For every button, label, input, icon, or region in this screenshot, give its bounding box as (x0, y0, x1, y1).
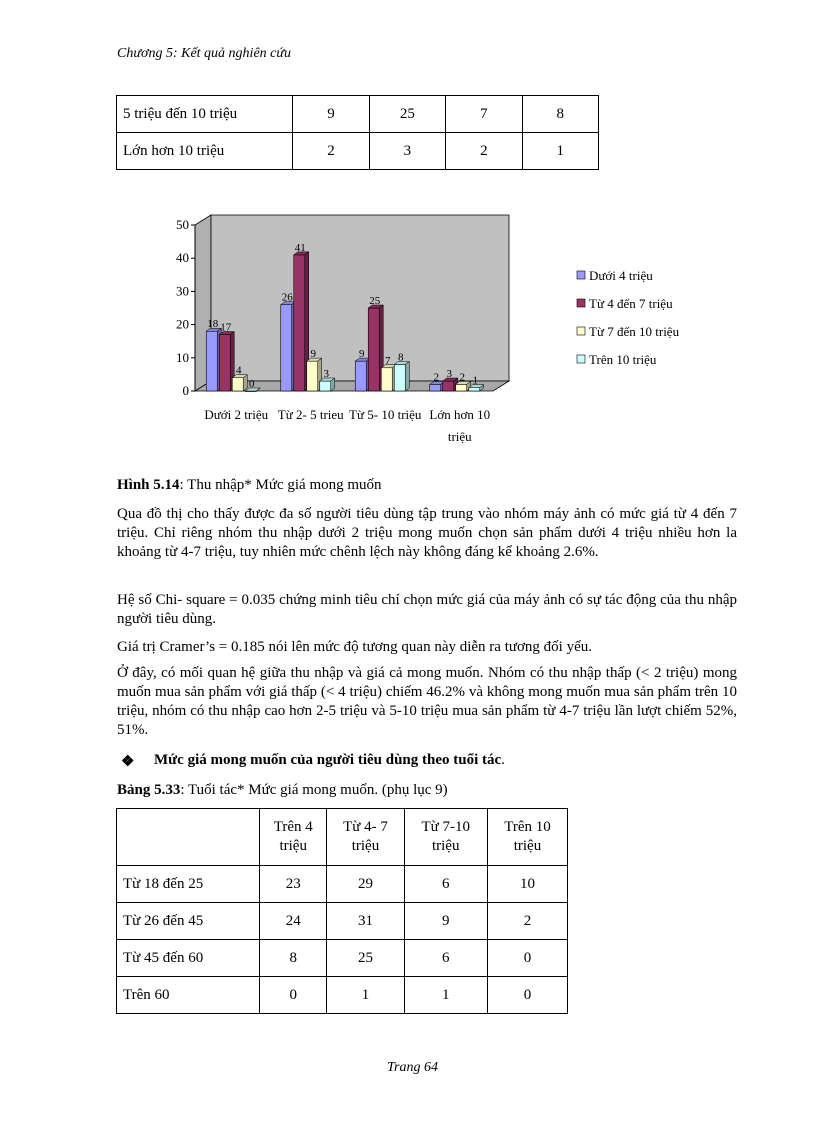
bar-value-label: 1 (472, 374, 478, 387)
bar-front (456, 384, 467, 391)
bullet-text-group (154, 752, 505, 769)
cell: 6 (404, 940, 487, 977)
column-header: Trên 10 triệu (487, 809, 567, 866)
y-tick-label: 50 (176, 217, 189, 232)
cell: 23 (260, 866, 327, 903)
bar-side (243, 375, 247, 391)
corner-cell (117, 809, 260, 866)
row-label: Lớn hơn 10 triệu (117, 133, 293, 170)
cell: 25 (327, 940, 404, 977)
cell: 0 (487, 940, 567, 977)
cell: 10 (487, 866, 567, 903)
column-header: Trên 4 triệu (260, 809, 327, 866)
income-price-table-continued (116, 95, 599, 170)
bar-value-label: 17 (220, 321, 232, 334)
paragraph: Hệ số Chi- square = 0.035 chứng minh tiêu chí chọn mức giá của máy ảnh có sự tác động của thu nhập người tiêu dùng. (117, 592, 737, 627)
legend-swatch (577, 327, 585, 335)
cell: 1 (522, 133, 598, 170)
cell: 2 (293, 133, 369, 170)
table-row (117, 96, 599, 133)
x-category-label: Lớn hơn 10 triệu (429, 407, 491, 444)
cell: 1 (327, 977, 404, 1014)
bar-front (430, 384, 441, 391)
bar-front (320, 381, 331, 391)
bar-side (405, 361, 409, 391)
legend-label: Dưới 4 triệu (589, 268, 653, 283)
paragraph: Giá trị Cramer’s = 0.185 nói lên mức độ tương quan này diễn ra tương đối yếu. (117, 639, 593, 655)
bar-front (281, 305, 292, 391)
paragraph: Qua đồ thị cho thấy được đa số người tiêu dùng tập trung vào nhóm máy ảnh có mức giá từ 4 đến 7 triệu. Chỉ riêng nhóm thu nhập dưới 2 triệu mong muốn chọn sản phẩm dưới 4 triệu nhiều hơn la khoảng từ 4-7 triệu, tuy nhiên mức chênh lệch này không đáng kể khoảng 2.6%. (117, 506, 737, 560)
bar-value-label: 3 (323, 368, 329, 381)
bar-value-label: 18 (207, 318, 219, 331)
row-label: Trên 60 (117, 977, 260, 1014)
cell: 9 (404, 903, 487, 940)
bar (394, 361, 409, 391)
x-category-label: Từ 5- 10 triệu (349, 407, 422, 422)
chapter-header: Chương 5: Kết quả nghiên cứu (117, 46, 292, 61)
figure-caption (117, 477, 382, 494)
income-price-bar-chart (165, 205, 685, 455)
bar-front (381, 368, 392, 391)
table-row (117, 903, 568, 940)
cell: 0 (260, 977, 327, 1014)
row-label: 5 triệu đến 10 triệu (117, 96, 293, 133)
y-tick-label: 40 (176, 250, 189, 266)
legend-swatch (577, 299, 585, 307)
y-tick-label: 0 (182, 383, 189, 398)
legend-label: Từ 7 đến 10 triệu (589, 324, 680, 339)
cell: 31 (327, 903, 404, 940)
bar-front (368, 308, 379, 391)
section-bullet (121, 752, 505, 771)
legend-label: Từ 4 đến 7 triệu (589, 296, 673, 311)
cell: 8 (522, 96, 598, 133)
bar-value-label: 26 (281, 291, 293, 304)
table-row (117, 866, 568, 903)
bar-value-label: 25 (369, 295, 381, 307)
bar-value-label: 3 (446, 368, 452, 381)
x-category-label: Dưới 2 triệu (204, 407, 269, 422)
table-caption (117, 782, 448, 799)
cell: 3 (369, 133, 445, 170)
diamond-bullet-icon: ❖ (121, 754, 135, 770)
bar-value-label: 2 (433, 371, 439, 384)
bar-value-label: 0 (249, 378, 255, 390)
bar-front (219, 335, 230, 391)
table-label: Bảng 5.33 (117, 782, 181, 798)
table-caption-text: : Tuổi tác* Mức giá mong muốn. (phụ lục 9) (180, 782, 448, 798)
y-tick-label: 20 (176, 316, 189, 332)
bar (232, 375, 247, 391)
bar-front (443, 381, 454, 391)
bullet-heading: Mức giá mong muốn của người tiêu dùng theo tuổi tác (154, 752, 502, 768)
row-label: Từ 45 đến 60 (117, 940, 260, 977)
bar-front (469, 388, 480, 391)
bar-value-label: 8 (398, 351, 404, 364)
column-header: Từ 4- 7 triệu (327, 809, 404, 866)
bar-front (206, 331, 217, 391)
bar-value-label: 7 (385, 354, 391, 367)
column-header: Từ 7-10 triệu (404, 809, 487, 866)
cell: 2 (446, 133, 522, 170)
cell: 0 (487, 977, 567, 1014)
cell: 29 (327, 866, 404, 903)
legend-label: Trên 10 triệu (589, 352, 657, 367)
page-number: Trang 64 (387, 1060, 438, 1075)
table-row (117, 133, 599, 170)
bar-value-label: 41 (294, 241, 306, 254)
bar-value-label: 4 (236, 364, 242, 377)
table-row (117, 977, 568, 1014)
bullet-period: . (501, 752, 505, 768)
table-row (117, 940, 568, 977)
bar-front (232, 378, 243, 391)
age-price-table (116, 808, 568, 1014)
row-label: Từ 26 đến 45 (117, 903, 260, 940)
figure-caption-text: : Thu nhập* Mức giá mong muốn (179, 477, 382, 493)
x-category-label: Từ 2- 5 trieu (277, 407, 344, 422)
y-tick-label: 30 (176, 283, 189, 299)
paragraph: Ở đây, có mối quan hệ giữa thu nhập và giá cả mong muốn. Nhóm có thu nhập thấp (< 2 triệu) mong muốn mua sản phẩm với giá thấp (< 4 triệu) chiếm 46.2% và không mong muốn mua sản phẩm trên 10 triệu, nhóm có thu nhập cao hơn 2-5 triệu và 5-10 triệu mua sản phẩm từ 4-7 triệu lần lượt chiếm 52%, 51%. (117, 665, 737, 738)
bar-value-label: 9 (310, 348, 316, 361)
legend-swatch (577, 355, 585, 363)
bar-front (394, 364, 405, 391)
cell: 24 (260, 903, 327, 940)
bar-front (355, 361, 366, 391)
cell: 1 (404, 977, 487, 1014)
bar-value-label: 9 (359, 348, 365, 361)
table-header-row (117, 809, 568, 866)
cell: 6 (404, 866, 487, 903)
legend-swatch (577, 271, 585, 279)
cell: 7 (446, 96, 522, 133)
bar-value-label: 2 (459, 371, 465, 384)
bar-front (307, 361, 318, 391)
cell: 8 (260, 940, 327, 977)
figure-label: Hình 5.14 (117, 477, 180, 493)
cell: 2 (487, 903, 567, 940)
row-label: Từ 18 đến 25 (117, 866, 260, 903)
bar-front (294, 255, 305, 391)
y-tick-label: 10 (176, 349, 189, 365)
cell: 9 (293, 96, 369, 133)
cell: 25 (369, 96, 445, 133)
